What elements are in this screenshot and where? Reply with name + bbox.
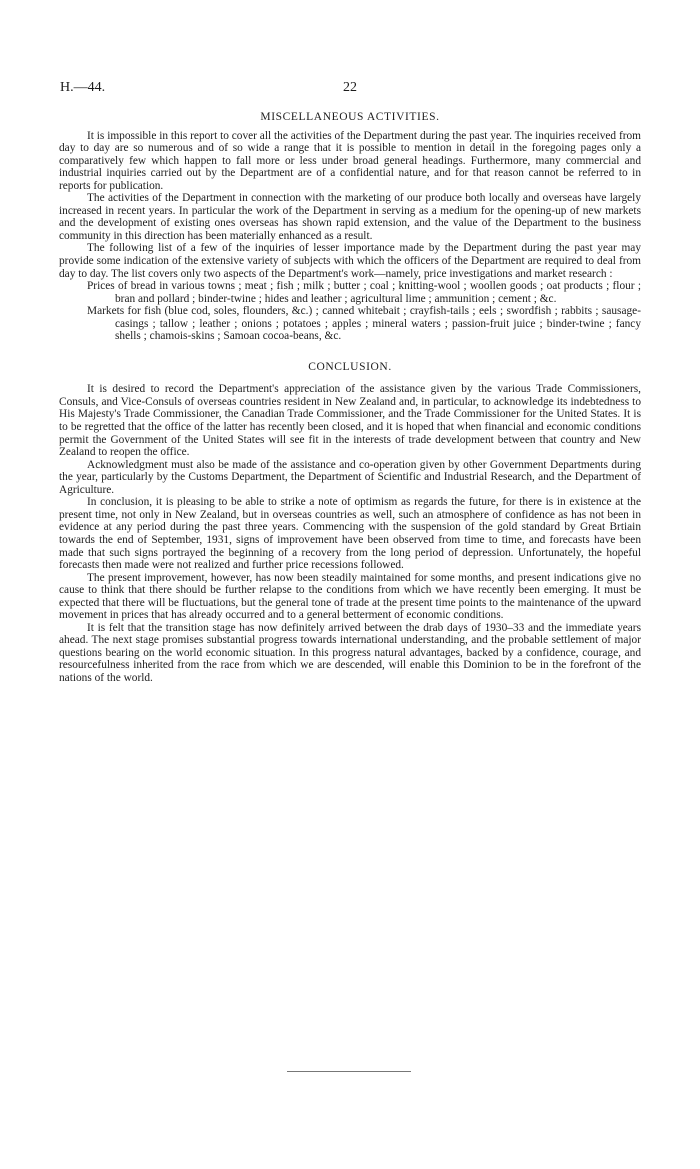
section-miscellaneous-activities	[59, 111, 641, 343]
section-conclusion	[59, 361, 641, 685]
section-heading: CONCLUSION.	[308, 360, 392, 373]
body-paragraph: The following list of a few of the inquiries of lesser importance made by the Department during the past year may provide some indication of the extensive variety of subjects with which the officers of the Department are required to deal from day to day. The list covers only two aspects of the Department's work—namely, price investigations and market research :	[59, 242, 641, 280]
page-number: 22	[343, 80, 357, 95]
body-paragraph: It is impossible in this report to cover all the activities of the Department during the past year. The inquiries received from day to day are so numerous and of so wide a range that it is possible to mention in detail in the foregoing pages only a comparatively few which happen to fall more or less under broad general headings. Furthermore, many commercial and industrial inquiries carried out by the Department are of a confidential nature, and for that reason cannot be referred to in reports for publication.	[59, 129, 641, 192]
section-heading: MISCELLANEOUS ACTIVITIES.	[260, 111, 440, 123]
document-reference: H.—44.	[60, 80, 106, 95]
body-paragraph: In conclusion, it is pleasing to be able to strike a note of optimism as regards the future, for there is in existence at the present time, not only in New Zealand, but in overseas countries as well, such an atmosphere of confidence as has not been in evidence at any period during the past three years. Commencing with the suspension of the gold standard by Great Brtiain towards the end of September, 1931, signs of improvement have been observed from time to time, and forecasts have been made that such signs portrayed the beginning of a recovery from the long period of depression. Unfortunately, the hopeful forecasts then made were not realized and further price recessions followed.	[59, 496, 641, 572]
body-paragraph: Acknowledgment must also be made of the assistance and co-operation given by other Government Departments during the year, particularly by the Customs Department, the Department of Scientific and Industrial Research, and the Department of Agriculture.	[59, 458, 641, 496]
page-header	[60, 80, 640, 100]
body-paragraph: It is desired to record the Department's appreciation of the assistance given by the various Trade Commissioners, Consuls, and Vice-Consuls of overseas countries resident in New Zealand and, in particular, to acknowledge its indebtedness to His Majesty's Trade Commissioner, the Canadian Trade Commissioner, and the Trade Commissioner for the United States. It is to be regretted that the office of the latter has recently been closed, and it is hoped that when financial and economic conditions permit the Government of the United States will see fit in the interests of trade development between that country and New Zealand to reopen the office.	[59, 383, 641, 459]
body-paragraph: The activities of the Department in connection with the marketing of our produce both locally and overseas have largely increased in recent years. In particular the work of the Department in serving as a medium for the opening-up of new markets and the development of existing ones overseas has shown rapid extension, and the value of the Department to the business community in this direction has been materially enhanced as a result.	[59, 192, 641, 242]
body-paragraph: The present improvement, however, has now been steadily maintained for some months, and present indications give no cause to think that there should be further relapse to the conditions from which we have recently been emerging. It must be expected that there will be fluctuations, but the general tone of trade at the present time points to the maintenance of the upward movement in prices that has already occurred and to a general betterment of economic conditions.	[59, 571, 641, 622]
page-body	[59, 107, 641, 685]
list-item: Markets for fish (blue cod, soles, flounders, &c.) ; canned whitebait ; crayfish-tails ; eels ; swordfish ; rabbits ; sausage-casings ; tallow ; leather ; onions ; potatoes ; apples ; mineral waters ; passion-fruit juice ; binder-twine ; fancy shells ; chamois-skins ; Samoan cocoa-beans, &c.	[87, 305, 641, 343]
body-paragraph: It is felt that the transition stage has now definitely arrived between the drab days of 1930–33 and the immediate years ahead. The next stage promises substantial progress towards international understanding, and the probable settlement of major questions bearing on the world economic situation. In this progress natural advantages, backed by a confidence, courage, and resourcefulness inherited from the race from which we are descended, will enable this Dominion to be in the forefront of the nations of the world.	[59, 621, 641, 684]
closing-rule	[287, 1071, 411, 1072]
inquiry-list	[59, 280, 641, 343]
list-item: Prices of bread in various towns ; meat ; fish ; milk ; butter ; coal ; knitting-wool ; woollen goods ; oat products ; flour ; bran and pollard ; binder-twine ; hides and leather ; agricultural lime ; ammunition ; cement ; &c.	[87, 280, 641, 305]
